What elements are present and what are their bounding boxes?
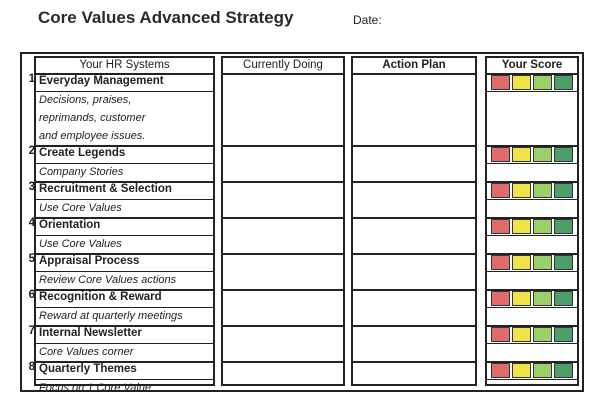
score-option-3[interactable] (533, 75, 552, 90)
score-option-4[interactable] (554, 219, 573, 234)
hr-system-title: Appraisal Process (39, 255, 140, 267)
score-header: Your Score (501, 59, 563, 71)
row-number: 5 (28, 253, 35, 265)
date-label: Date: (353, 13, 382, 27)
row-divider (353, 217, 475, 219)
score-selector (491, 219, 573, 234)
score-option-1[interactable] (491, 147, 510, 162)
hr-system-description (39, 271, 176, 289)
score-option-2[interactable] (512, 183, 531, 198)
score-selector (491, 183, 573, 198)
hr-system-description (39, 379, 151, 397)
hr-system-title: Recognition & Reward (39, 291, 162, 303)
row-number: 4 (28, 217, 35, 229)
score-option-4[interactable] (554, 255, 573, 270)
row-number: 1 (28, 73, 35, 85)
title-desc-divider (487, 307, 577, 308)
score-option-1[interactable] (491, 183, 510, 198)
row-divider (223, 73, 343, 75)
score-option-3[interactable] (533, 147, 552, 162)
row-divider (223, 145, 343, 147)
hr-system-title: Internal Newsletter (39, 327, 142, 339)
score-option-2[interactable] (512, 327, 531, 342)
title-desc-divider (487, 379, 577, 380)
score-option-2[interactable] (512, 363, 531, 378)
description-line: Reward at quarterly meetings (39, 310, 183, 322)
hr-system-title: Everyday Management (39, 75, 164, 87)
score-option-3[interactable] (533, 327, 552, 342)
score-selector (491, 363, 573, 378)
hr-system-description (39, 199, 122, 217)
hr-system-title: Quarterly Themes (39, 363, 137, 375)
hr-system-description (39, 91, 145, 145)
hr-system-description (39, 163, 123, 181)
action-plan-header: Action Plan (382, 59, 446, 71)
row-divider (353, 325, 475, 327)
row-divider (353, 145, 475, 147)
score-option-4[interactable] (554, 327, 573, 342)
description-line: Review Core Values actions (39, 274, 177, 286)
score-option-1[interactable] (491, 363, 510, 378)
hr-system-description (39, 343, 133, 361)
row-divider (353, 289, 475, 291)
score-option-3[interactable] (533, 183, 552, 198)
score-option-2[interactable] (512, 291, 531, 306)
score-option-1[interactable] (491, 75, 510, 90)
description-line: Focus on 1 Core Value (39, 382, 152, 394)
title-desc-divider (487, 91, 577, 92)
score-option-4[interactable] (554, 291, 573, 306)
hr-system-description (39, 307, 183, 325)
title-desc-divider (487, 199, 577, 200)
hr-systems-column (34, 56, 215, 394)
action-plan-column[interactable] (351, 56, 477, 386)
description-line: Use Core Values (39, 202, 122, 214)
score-option-3[interactable] (533, 255, 552, 270)
hr-system-title: Orientation (39, 219, 101, 231)
currently-doing-header: Currently Doing (243, 59, 323, 71)
score-selector (491, 255, 573, 270)
score-option-2[interactable] (512, 75, 531, 90)
hr-system-title: Recruitment & Selection (39, 183, 172, 195)
hr-system-description (39, 235, 122, 253)
score-option-4[interactable] (554, 183, 573, 198)
row-number: 6 (28, 289, 35, 301)
row-number: 2 (28, 145, 35, 157)
row-divider (353, 181, 475, 183)
score-option-4[interactable] (554, 363, 573, 378)
description-line: Core Values corner (39, 346, 134, 358)
row-number: 8 (28, 361, 35, 373)
title-desc-divider (487, 343, 577, 344)
row-divider (223, 181, 343, 183)
row-divider (223, 325, 343, 327)
row-divider (223, 289, 343, 291)
score-option-1[interactable] (491, 255, 510, 270)
description-line: and employee issues. (39, 130, 146, 142)
row-divider (353, 253, 475, 255)
strategy-table (20, 52, 584, 392)
row-divider (353, 361, 475, 363)
score-option-2[interactable] (512, 147, 531, 162)
row-divider (223, 217, 343, 219)
hr-system-title: Create Legends (39, 147, 126, 159)
score-option-4[interactable] (554, 75, 573, 90)
score-option-1[interactable] (491, 219, 510, 234)
description-line: Company Stories (39, 166, 124, 178)
score-column (485, 56, 579, 386)
score-option-3[interactable] (533, 219, 552, 234)
title-desc-divider (487, 235, 577, 236)
score-selector (491, 327, 573, 342)
score-option-1[interactable] (491, 327, 510, 342)
row-divider (353, 73, 475, 75)
page-title: Core Values Advanced Strategy (38, 8, 294, 27)
row-divider (223, 361, 343, 363)
description-line: Decisions, praises, (39, 94, 132, 106)
row-number: 7 (28, 325, 35, 337)
description-line: reprimands, customer (39, 112, 146, 124)
row-number: 3 (28, 181, 35, 193)
hr-systems-header: Your HR Systems (79, 59, 170, 71)
score-option-2[interactable] (512, 255, 531, 270)
row-divider (223, 253, 343, 255)
title-desc-divider (487, 163, 577, 164)
score-option-3[interactable] (533, 291, 552, 306)
score-selector (491, 75, 573, 90)
score-option-2[interactable] (512, 219, 531, 234)
score-option-4[interactable] (554, 147, 573, 162)
score-selector (491, 291, 573, 306)
score-selector (491, 147, 573, 162)
title-desc-divider (487, 271, 577, 272)
score-option-3[interactable] (533, 363, 552, 378)
description-line: Use Core Values (39, 238, 122, 250)
currently-doing-column[interactable] (221, 56, 345, 386)
score-option-1[interactable] (491, 291, 510, 306)
